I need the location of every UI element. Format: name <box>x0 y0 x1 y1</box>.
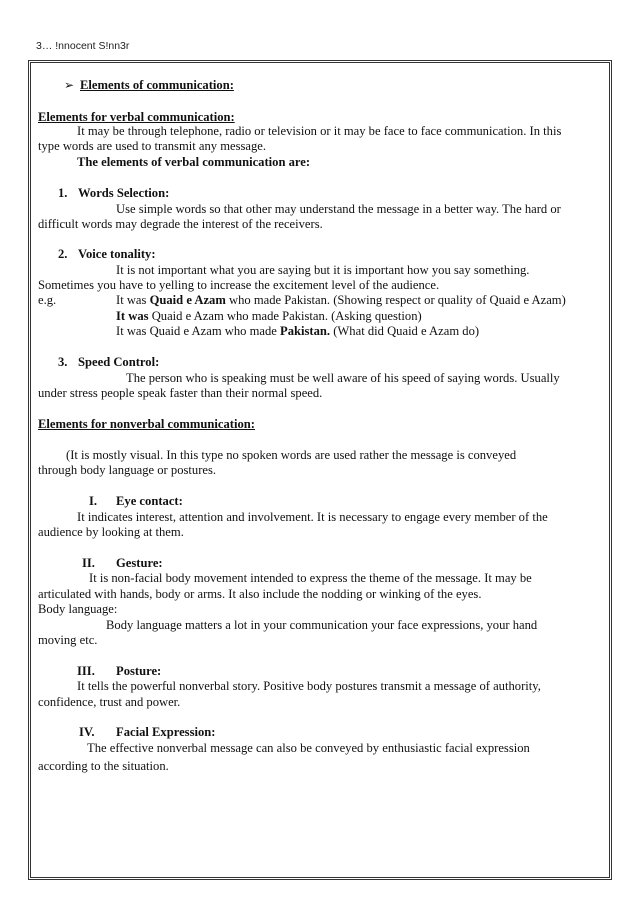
roman-I-line-1: It indicates interest, attention and involvement. It is necessary to engage every member of the <box>77 510 548 524</box>
item-2-line-2: Sometimes you have to yelling to increase the excitement level of the audience. <box>38 278 440 292</box>
bullet-arrow-icon: ➢ <box>64 78 75 92</box>
roman-II-number: II. <box>82 556 95 570</box>
page-header: 3… !nnocent S!nn3r <box>36 40 130 52</box>
item-3-title: Speed Control: <box>78 355 160 369</box>
verbal-subheading: The elements of verbal communication are: <box>77 155 311 169</box>
example-line-2: It was Quaid e Azam who made Pakistan. (Asking question) <box>116 309 422 323</box>
item-1-number: 1. <box>58 186 68 200</box>
verbal-heading: Elements for verbal communication: <box>38 110 235 124</box>
example-line-3: It was Quaid e Azam who made Pakistan. (What did Quaid e Azam do) <box>116 324 480 338</box>
roman-III-title: Posture: <box>116 664 162 678</box>
nonverbal-paragraph-line-2: through body language or postures. <box>38 463 217 477</box>
nonverbal-heading: Elements for nonverbal communication: <box>38 417 255 431</box>
roman-II-title: Gesture: <box>116 556 163 570</box>
item-3-number: 3. <box>58 355 68 369</box>
item-2-line-1: It is not important what you are saying but it is important how you say something. <box>116 263 530 277</box>
document-title: Elements of communication: <box>80 78 234 92</box>
body-language-line-2: moving etc. <box>38 633 98 647</box>
roman-III-number: III. <box>77 664 95 678</box>
roman-IV-line-2: according to the situation. <box>38 759 169 773</box>
roman-IV-title: Facial Expression: <box>116 725 216 739</box>
roman-III-line-2: confidence, trust and power. <box>38 695 181 709</box>
example-line-1: It was Quaid e Azam who made Pakistan. (Showing respect or quality of Quaid e Azam) <box>116 293 566 307</box>
item-3-line-1: The person who is speaking must be well aware of his speed of saying words. Usually <box>126 371 560 385</box>
body-language-line-1: Body language matters a lot in your communication your face expressions, your hand <box>106 618 538 632</box>
roman-IV-line-1: The effective nonverbal message can also be conveyed by enthusiastic facial expression <box>87 741 530 755</box>
roman-IV-number: IV. <box>79 725 95 739</box>
item-2-title: Voice tonality: <box>78 247 156 261</box>
roman-III-line-1: It tells the powerful nonverbal story. Positive body postures transmit a message of authority, <box>77 679 541 693</box>
item-1-title: Words Selection: <box>78 186 170 200</box>
roman-II-line-2: articulated with hands, body or arms. It also include the nodding or winking of the eyes. <box>38 587 482 601</box>
nonverbal-paragraph-line-1: (It is mostly visual. In this type no spoken words are used rather the message is conveyed <box>66 448 517 462</box>
verbal-paragraph-line-2: type words are used to transmit any message. <box>38 139 267 153</box>
item-2-number: 2. <box>58 247 68 261</box>
body-language-label: Body language: <box>38 602 118 616</box>
example-label: e.g. <box>38 293 57 307</box>
item-1-line-1: Use simple words so that other may understand the message in a better way. The hard or <box>116 202 561 216</box>
roman-I-title: Eye contact: <box>116 494 183 508</box>
roman-I-line-2: audience by looking at them. <box>38 525 184 539</box>
item-3-line-2: under stress people speak faster than their normal speed. <box>38 386 323 400</box>
verbal-paragraph-line-1: It may be through telephone, radio or television or it may be face to face communication. In this <box>77 124 562 138</box>
roman-II-line-1: It is non-facial body movement intended to express the theme of the message. It may be <box>89 571 532 585</box>
roman-I-number: I. <box>89 494 98 508</box>
item-1-line-2: difficult words may degrade the interest of the receivers. <box>38 217 323 231</box>
